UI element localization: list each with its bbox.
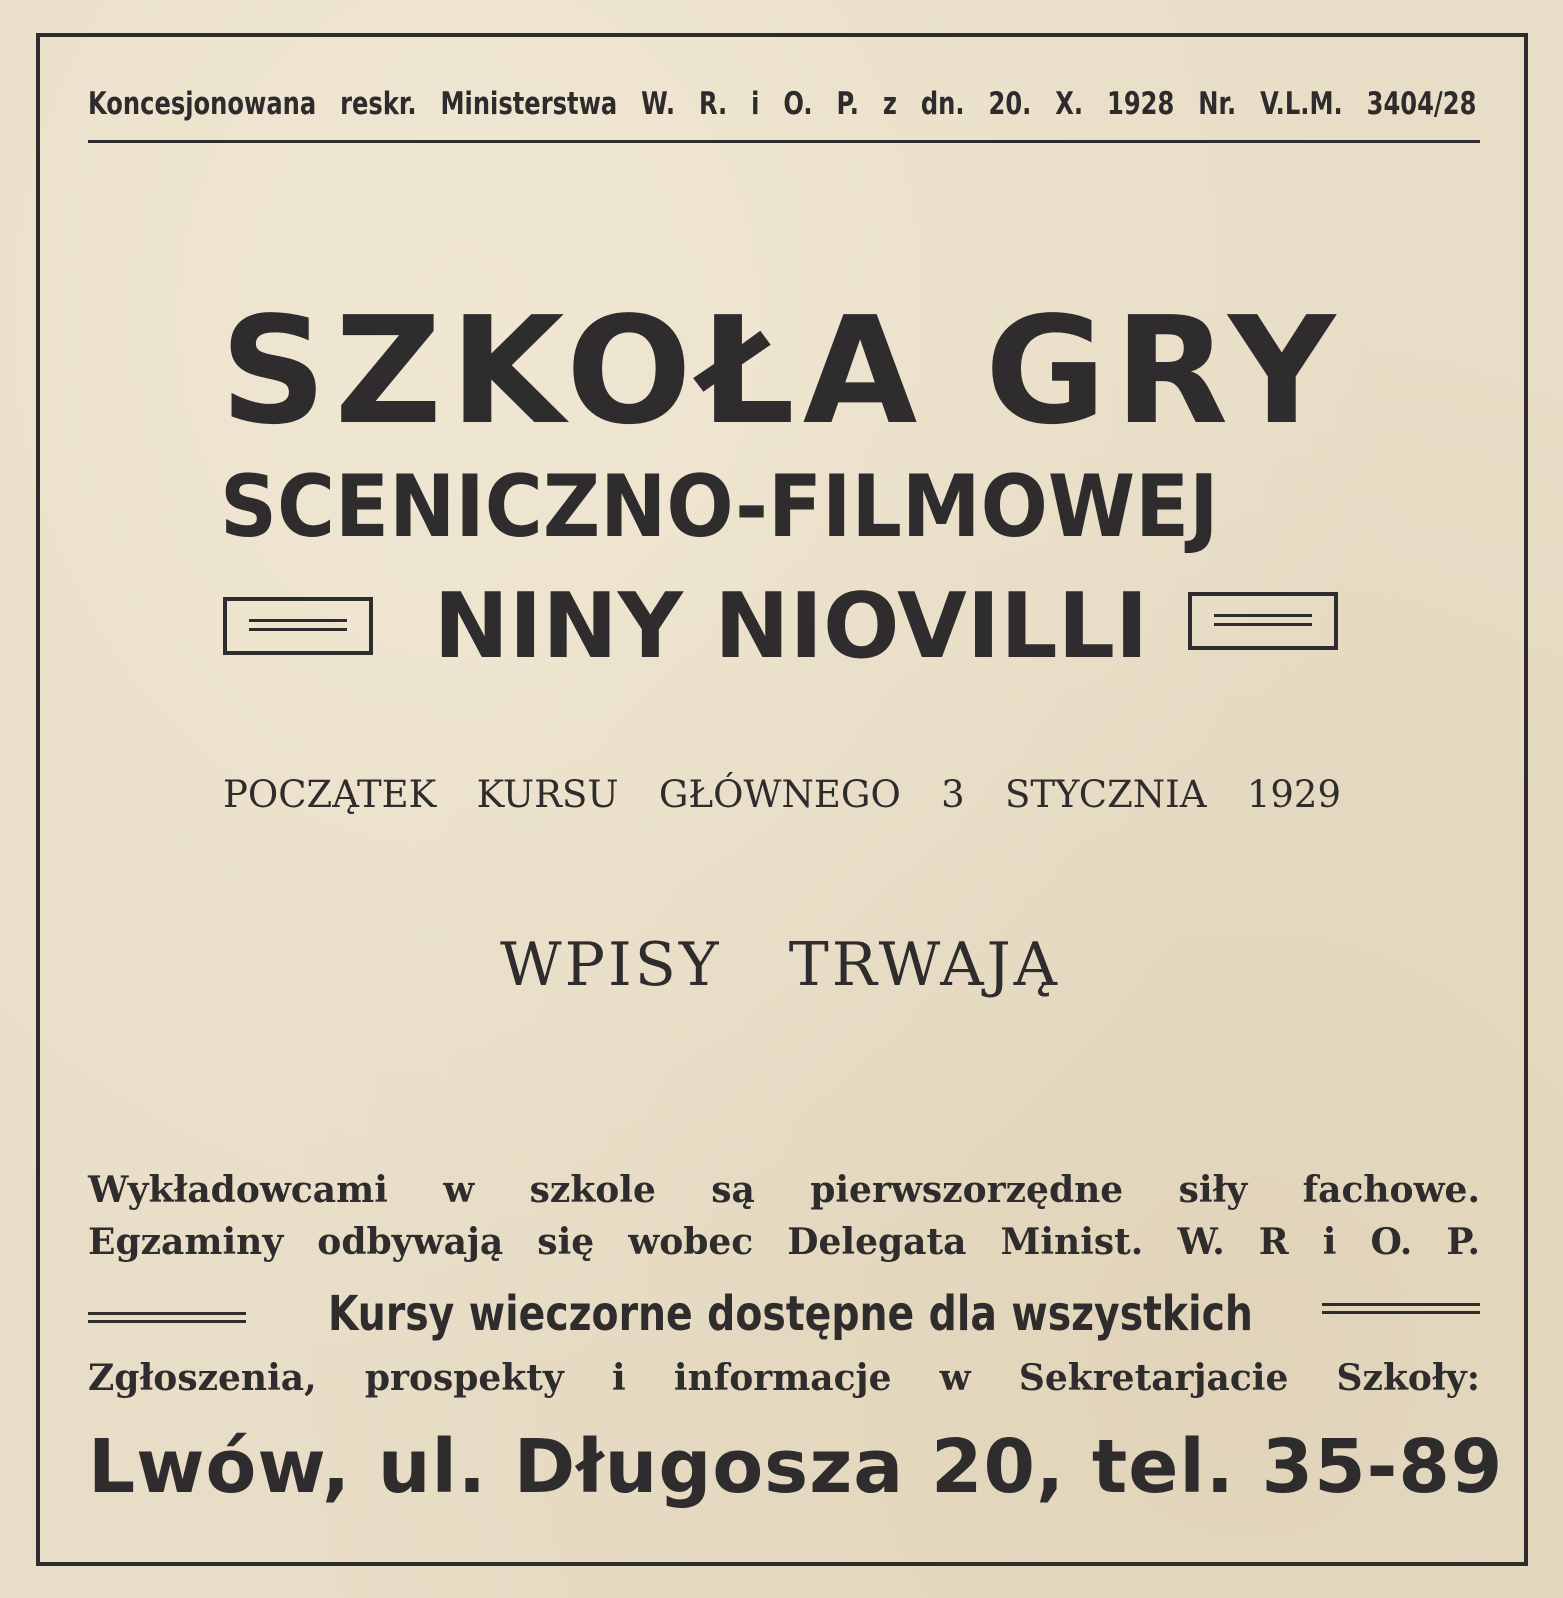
enrollment-open: WPISY TRWAJĄ [500, 930, 1060, 1000]
license-line: Koncesjonowana reskr. Ministerstwa W. R. i O. P. z dn. 20. X. 1928 Nr. V.L.M. 3404/28 [88, 86, 1477, 122]
title-school: SZKOŁA GRY [220, 285, 1344, 457]
school-address: Lwów, ul. Długosza 20, tel. 35-89 [88, 1424, 1504, 1510]
ornament-right-icon [1188, 592, 1338, 650]
title-owner-name: NINY NIOVILLI [433, 574, 1149, 679]
exams-text: Egzaminy odbywają się wobec Delegata Minist. W. R i O. P. [88, 1221, 1480, 1263]
title-stage-film: SCENICZNO-FILMOWEJ [220, 457, 1219, 557]
ornament-left-icon [223, 597, 373, 655]
double-rule-left [88, 1312, 246, 1324]
applications-text: Zgłoszenia, prospekty i informacje w Sekretarjacie Szkoły: [88, 1357, 1480, 1399]
lecturers-text: Wykładowcami w szkole są pierwszorzędne siły fachowe. [88, 1169, 1480, 1211]
course-start-date: POCZĄTEK KURSU GŁÓWNEGO 3 STYCZNIA 1929 [223, 773, 1341, 816]
double-rule-right [1322, 1303, 1480, 1315]
evening-courses-text: Kursy wieczorne dostępne dla wszystkich [328, 1286, 1253, 1342]
license-underline [88, 140, 1480, 143]
